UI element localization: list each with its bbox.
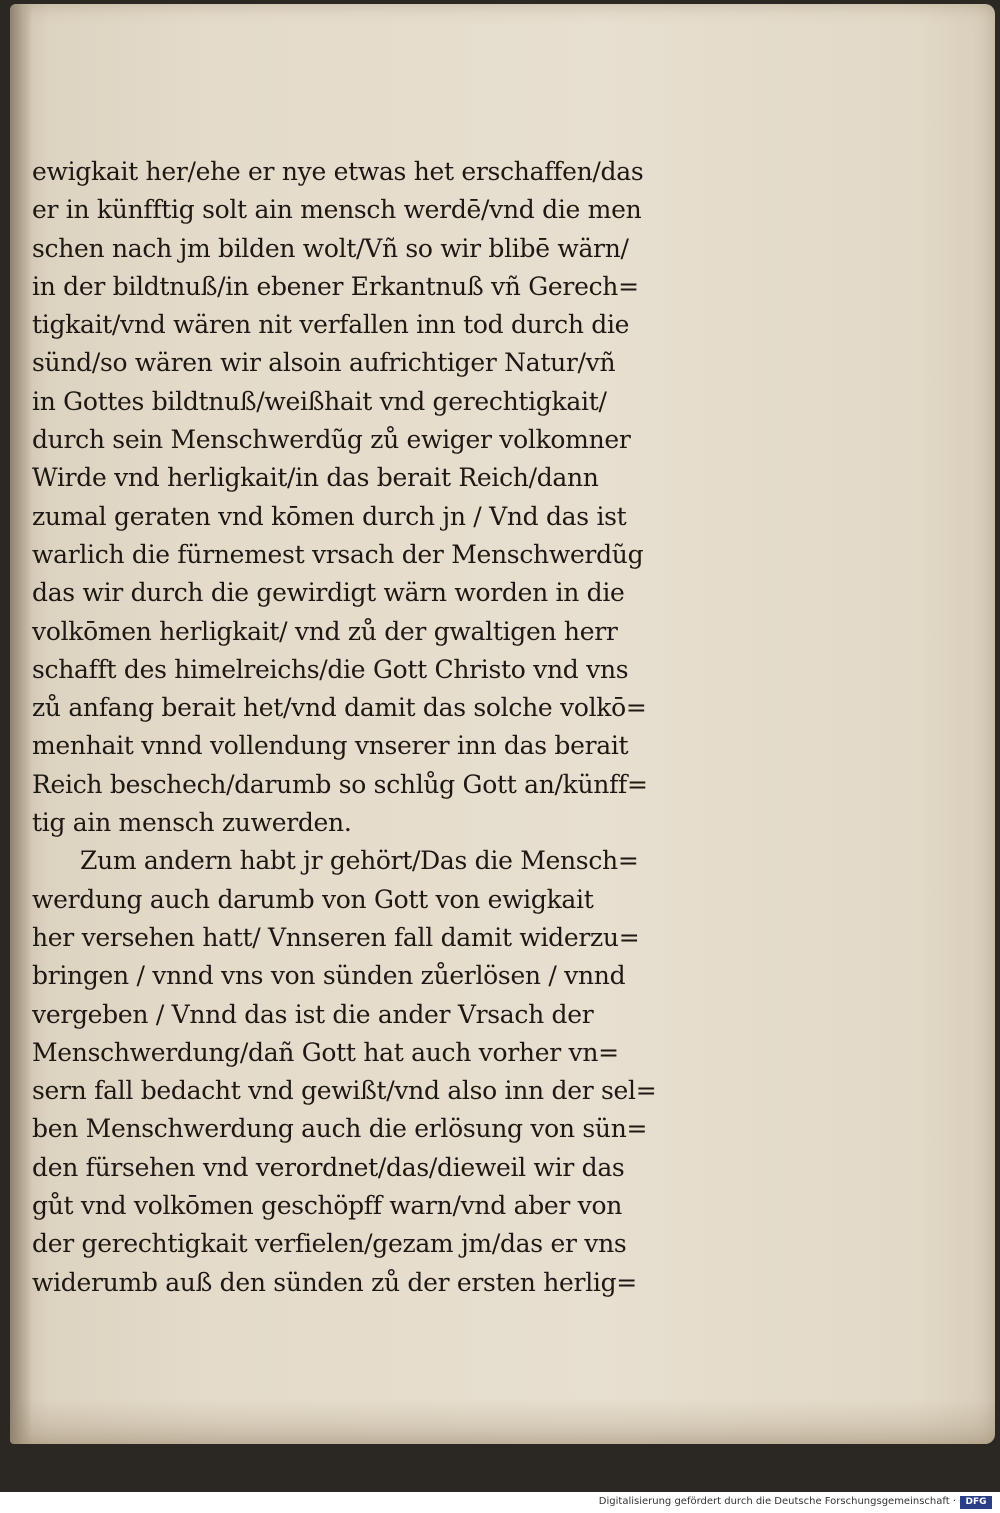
text-line: Menschwerdung/dañ Gott hat auch vorher vn= — [32, 1037, 619, 1067]
text-line: in Gottes bildtnuß/weißhait vnd gerechtigkait/ — [32, 386, 607, 416]
text-line: bringen / vnnd vns von sünden zůerlösen / vnnd — [32, 961, 626, 991]
text-line: zumal geraten vnd kōmen durch jn / Vnd das ist — [32, 501, 627, 531]
text-line: gůt vnd volkōmen geschöpff warn/vnd aber von — [32, 1191, 623, 1221]
text-line: vergeben / Vnnd das ist die ander Vrsach der — [32, 999, 594, 1029]
funding-credit: Digitalisierung gefördert durch die Deutsche Forschungsgemeinschaft · — [598, 1496, 956, 1507]
text-line: er in künfftig solt ain mensch werdē/vnd die men — [32, 195, 642, 225]
text-line: schafft des himelreichs/die Gott Christo vnd vns — [32, 654, 629, 684]
text-line: durch sein Menschwerdũg zů ewiger volkomner — [32, 425, 631, 455]
text-block — [32, 153, 772, 1302]
text-line: Reich beschech/darumb so schlůg Gott an/künff= — [32, 769, 648, 799]
text-line: das wir durch die gewirdigt wärn worden in die — [32, 578, 625, 608]
footer-bar — [0, 1492, 1000, 1513]
text-line: ben Menschwerdung auch die erlösung von sün= — [32, 1114, 648, 1144]
text-line: werdung auch darumb von Gott von ewigkait — [32, 884, 594, 914]
text-line: Wirde vnd herligkait/in das berait Reich/dann — [32, 463, 599, 493]
text-line: volkōmen herligkait/ vnd zů der gwaltigen herr — [32, 616, 618, 646]
page-bottom-stain — [10, 1399, 995, 1444]
text-line: warlich die fürnemest vrsach der Menschwerdũg — [32, 539, 644, 569]
text-line: sern fall bedacht vnd gewißt/vnd also inn der sel= — [32, 1076, 657, 1106]
text-line: menhait vnnd vollendung vnserer inn das berait — [32, 731, 629, 761]
text-line: den fürsehen vnd verordnet/das/dieweil wir das — [32, 1152, 625, 1182]
text-line: zů anfang berait het/vnd damit das solche volkō= — [32, 693, 647, 723]
dfg-logo-icon: DFG — [960, 1496, 992, 1509]
page-edge-shadow — [10, 4, 32, 1444]
text-line: Zum andern habt jr gehört/Das die Mensch= — [80, 846, 639, 876]
text-line: tig ain mensch zuwerden. — [32, 808, 352, 838]
text-line: schen nach jm bilden wolt/Vñ so wir blibē wärn/ — [32, 233, 629, 263]
book-page — [10, 4, 995, 1444]
text-line: der gerechtigkait verfielen/gezam jm/das er vns — [32, 1229, 627, 1259]
text-line: widerumb auß den sünden zů der ersten herlig= — [32, 1267, 637, 1297]
text-line: her versehen hatt/ Vnnseren fall damit widerzu= — [32, 922, 640, 952]
text-line: in der bildtnuß/in ebener Erkantnuß vñ Gerech= — [32, 271, 639, 301]
text-line: sünd/so wären wir alsoin aufrichtiger Natur/vñ — [32, 348, 616, 378]
text-line: tigkait/vnd wären nit verfallen inn tod durch die — [32, 310, 630, 340]
text-line: ewigkait her/ehe er nye etwas het erschaffen/das — [32, 157, 644, 186]
